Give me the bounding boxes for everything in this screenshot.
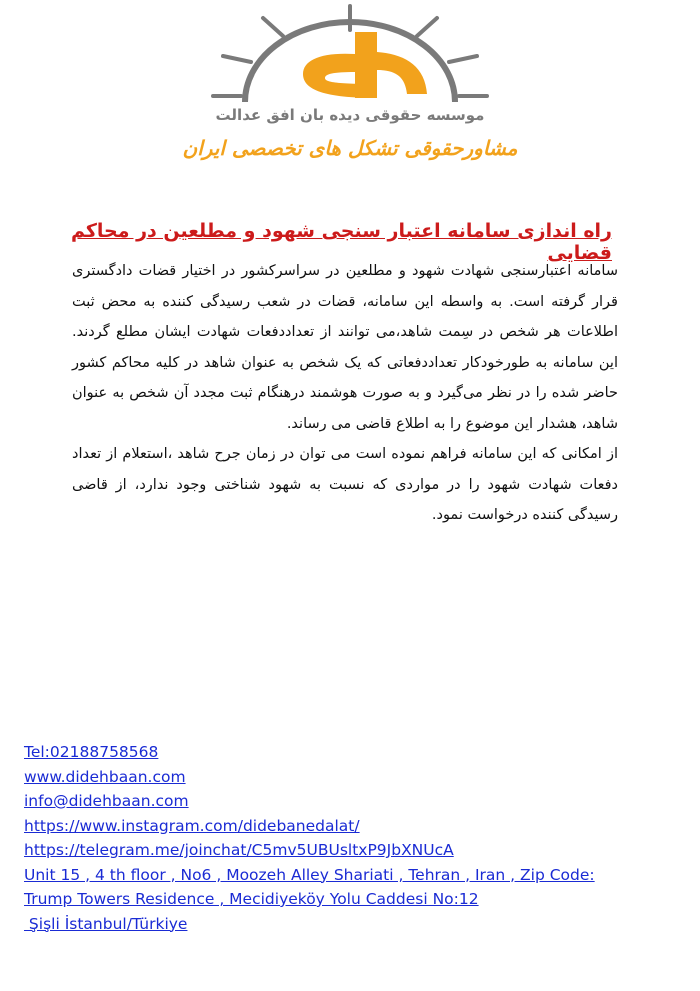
paragraph-2: از امکانی که این سامانه فراهم نموده است می توان در زمان جرح شاهد ،استعلام از تعداد دفعات شهادت شهود را در مواردی که نسبت به شهود شناختی وجود ندارد، از قاضی رسیدگی کننده درخواست نمود. — [72, 446, 618, 523]
contact-block — [24, 740, 664, 936]
scales-sun-logo-icon — [205, 2, 495, 107]
address-turkey-line1-link[interactable]: Trump Towers Residence , Mecidiyeköy Yolu Caddesi No:12 — [24, 890, 479, 908]
website-link[interactable]: www.didehbaan.com — [24, 767, 186, 786]
email-link[interactable]: info@didehbaan.com — [24, 792, 189, 810]
phone-link[interactable]: Tel:02188758568 — [24, 743, 159, 761]
page-title: راه اندازی سامانه اعتبار سنجی شهود و مطلعین در محاکم قضایی — [70, 220, 612, 264]
telegram-link[interactable]: https://telegram.me/joinchat/C5mv5UBUsltxP9JbXNUcA — [24, 841, 454, 859]
instagram-link[interactable]: https://www.instagram.com/didebanedalat/ — [24, 816, 360, 835]
address-turkey-line2-link[interactable]: Şişli İstanbul/Türkiye — [24, 914, 188, 933]
address-iran-link[interactable]: Unit 15 , 4 th floor , No6 , Moozeh Alley Shariati , Tehran , Iran , Zip Code: — [24, 865, 595, 884]
org-name: موسسه حقوقی دیده بان افق عدالت — [215, 106, 485, 124]
paragraph-1: سامانه اعتبارسنجی شهادت شهود و مطلعین در سراسرکشور در اختیار قضات دادگستری قرار گرفته است. به واسطه این سامانه، قضات در شعب رسیدگی کننده به محض ثبت اطلاعات هر شخص در سِمت شاهد،می توانند از تعداددفعات شهادت ایشان مطلع گردند. این سامانه به طورخودکار تعداددفعاتی که یک شخص به عنوان شاهد در کلیه محاکم کشور حاضر شده را در نظر می‌گیرد و به صورت هوشمند درهنگام ثبت مجدد آن شخص به عنوان شاهد، هشدار این موضوع را به اطلاع قاضی می رساند. — [72, 263, 618, 432]
tagline: مشاورحقوقی تشکل های تخصصی ایران — [182, 136, 518, 160]
document-body — [72, 256, 618, 531]
